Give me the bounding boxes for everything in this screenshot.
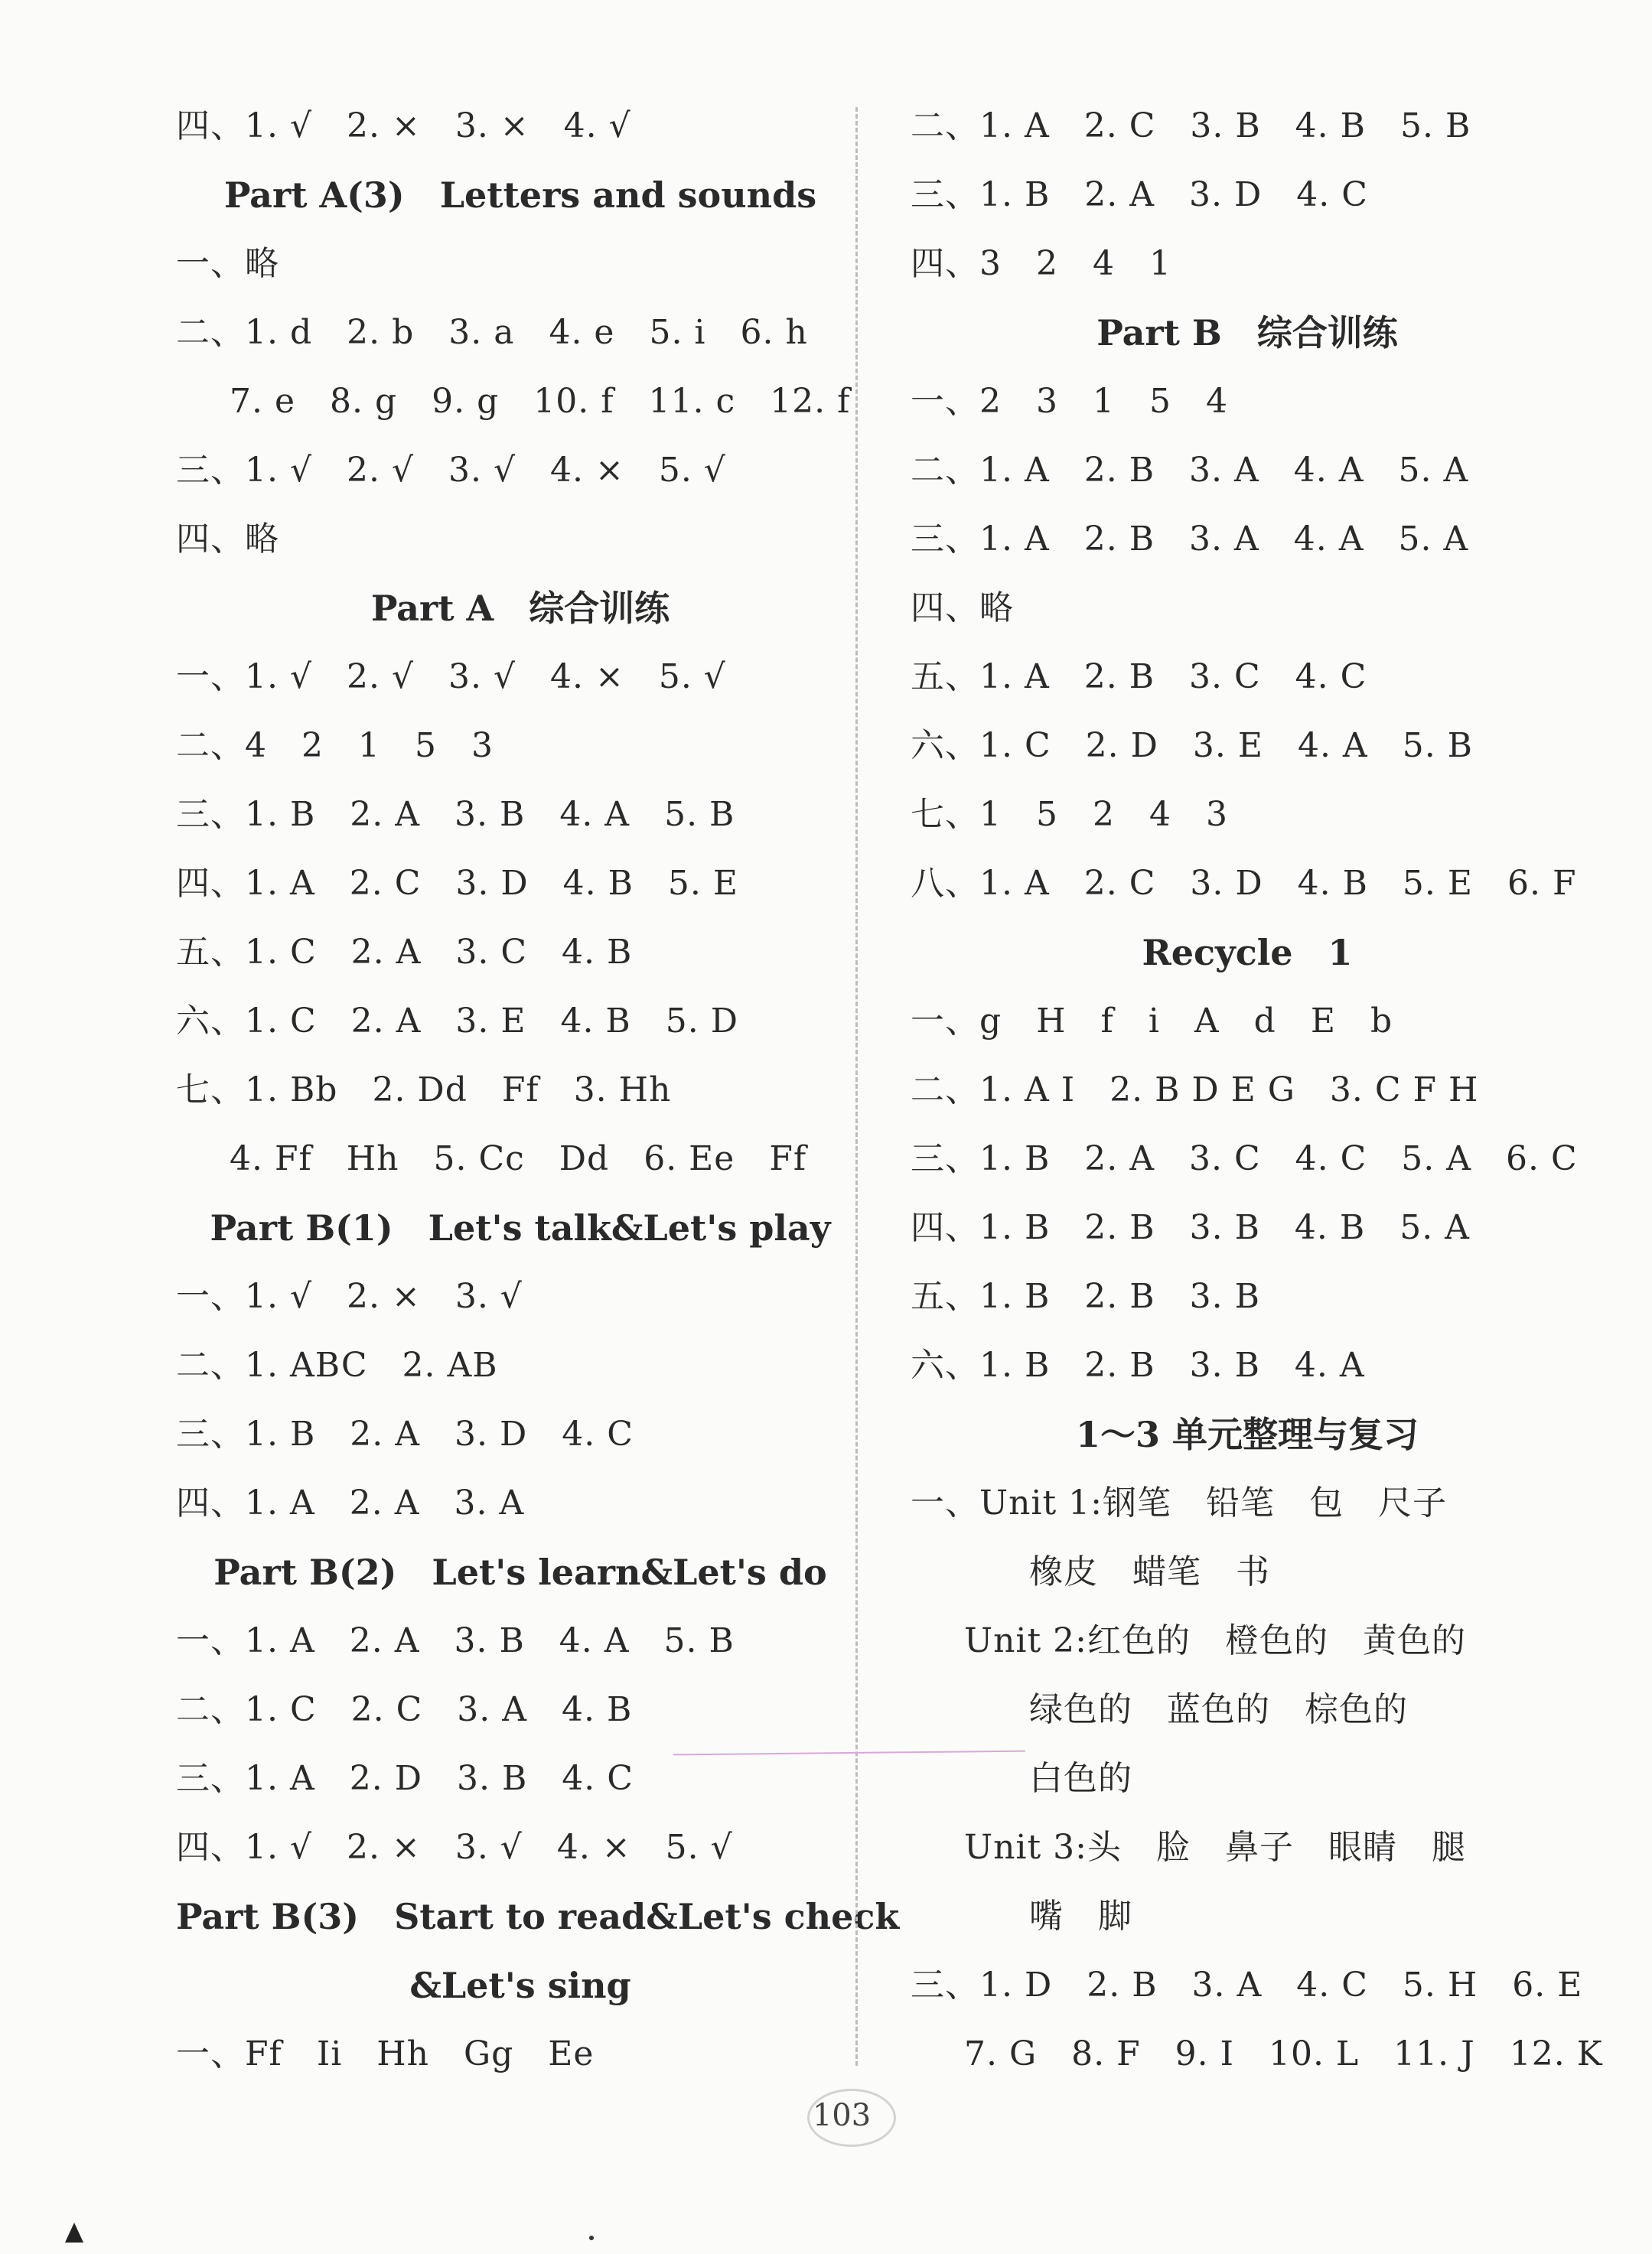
answer-line: 嘴 脚 [1029, 1897, 1132, 1936]
answer-line: 四、3 2 4 1 [911, 244, 1171, 283]
section-heading: Part B(1) Let's talk&Let's play [210, 1207, 831, 1249]
answer-line: 五、1. C 2. A 3. C 4. B [176, 933, 633, 972]
answer-line: 三、1. √ 2. √ 3. √ 4. × 5. √ [176, 451, 726, 490]
section-heading: Part A(3) Letters and sounds [223, 174, 817, 216]
answer-line: 五、1. B 2. B 3. B [911, 1277, 1260, 1316]
answer-line: 二、1. d 2. b 3. a 4. e 5. i 6. h [176, 313, 808, 352]
answer-line: 八、1. A 2. C 3. D 4. B 5. E 6. F [911, 864, 1577, 903]
section-heading: Recycle 1 [1142, 932, 1353, 973]
answer-line: 一、Ff Ii Hh Gg Ee [176, 2034, 595, 2073]
section-heading: &Let's sing [409, 1965, 631, 2006]
answer-line: 一、g H f i A d E b [911, 1002, 1393, 1041]
answer-line: 二、1. A I 2. B D E G 3. C F H [911, 1070, 1479, 1109]
answer-line: 七、1 5 2 4 3 [911, 795, 1228, 834]
column-divider [855, 107, 858, 2066]
speck [589, 2236, 594, 2240]
answer-line: 四、略 [176, 520, 279, 559]
section-heading: Part B(2) Let's learn&Let's do [213, 1552, 827, 1593]
left-column [176, 92, 900, 2089]
answer-line: 4. Ff Hh 5. Cc Dd 6. Ee Ff [230, 1139, 807, 1178]
corner-mark-icon [65, 2223, 83, 2243]
section-heading: Part B(3) Start to read&Let's check [176, 1896, 900, 1937]
answer-line: 三、1. D 2. B 3. A 4. C 5. H 6. E [911, 1966, 1583, 2005]
answer-line: 一、2 3 1 5 4 [911, 382, 1228, 421]
answer-line: 六、1. B 2. B 3. B 4. A [911, 1346, 1365, 1385]
answer-line: 五、1. A 2. B 3. C 4. C [911, 657, 1367, 696]
answer-line: 二、4 2 1 5 3 [176, 726, 494, 765]
answer-line: 四、1. A 2. C 3. D 4. B 5. E [176, 864, 739, 903]
answer-line: 六、1. C 2. A 3. E 4. B 5. D [176, 1002, 739, 1041]
answer-line: 二、1. A 2. B 3. A 4. A 5. A [911, 451, 1469, 490]
answer-line: 四、略 [911, 588, 1014, 627]
answer-line: Unit 3:头 脸 鼻子 眼睛 腿 [964, 1828, 1466, 1867]
answer-line: 一、1. √ 2. × 3. √ [176, 1277, 523, 1316]
answer-line: 一、1. A 2. A 3. B 4. A 5. B [176, 1621, 735, 1660]
answer-line: 二、1. A 2. C 3. B 4. B 5. B [911, 106, 1471, 145]
answer-line: 三、1. A 2. D 3. B 4. C [176, 1759, 634, 1798]
answer-line: 四、1. B 2. B 3. B 4. B 5. A [911, 1208, 1470, 1247]
answer-line: 七、1. Bb 2. Dd Ff 3. Hh [176, 1070, 672, 1109]
answer-line: 二、1. C 2. C 3. A 4. B [176, 1690, 633, 1729]
section-heading: 1～3 单元整理与复习 [1075, 1414, 1419, 1455]
answer-line: Unit 2:红色的 橙色的 黄色的 [964, 1621, 1466, 1660]
right-column [911, 92, 1603, 2089]
answer-line: 三、1. B 2. A 3. D 4. C [176, 1415, 634, 1454]
section-heading: Part A 综合训练 [370, 588, 670, 629]
answer-line: 白色的 [1029, 1759, 1132, 1798]
answer-line: 一、Unit 1:钢笔 铅笔 包 尺子 [911, 1484, 1447, 1523]
answer-line: 六、1. C 2. D 3. E 4. A 5. B [911, 726, 1474, 765]
answer-line: 一、略 [176, 244, 279, 283]
page-number: 103 [812, 2098, 872, 2133]
answer-line: 橡皮 蜡笔 书 [1029, 1552, 1270, 1591]
answer-line: 三、1. A 2. B 3. A 4. A 5. A [911, 520, 1469, 559]
answer-line: 绿色的 蓝色的 棕色的 [1029, 1690, 1408, 1729]
answer-line: 三、1. B 2. A 3. D 4. C [911, 175, 1368, 214]
section-heading: Part B 综合训练 [1096, 312, 1398, 353]
answer-line: 7. G 8. F 9. I 10. L 11. J 12. K [964, 2034, 1603, 2073]
answer-line: 三、1. B 2. A 3. C 4. C 5. A 6. C [911, 1139, 1578, 1178]
answer-line: 二、1. ABC 2. AB [176, 1346, 498, 1385]
answer-line: 四、1. √ 2. × 3. √ 4. × 5. √ [176, 1828, 733, 1867]
answer-line: 三、1. B 2. A 3. B 4. A 5. B [176, 795, 735, 834]
answer-line: 一、1. √ 2. √ 3. √ 4. × 5. √ [176, 657, 726, 696]
answer-line: 四、1. √ 2. × 3. × 4. √ [176, 106, 631, 145]
answer-line: 7. e 8. g 9. g 10. f 11. c 12. f [230, 382, 851, 421]
answer-line: 四、1. A 2. A 3. A [176, 1484, 525, 1523]
